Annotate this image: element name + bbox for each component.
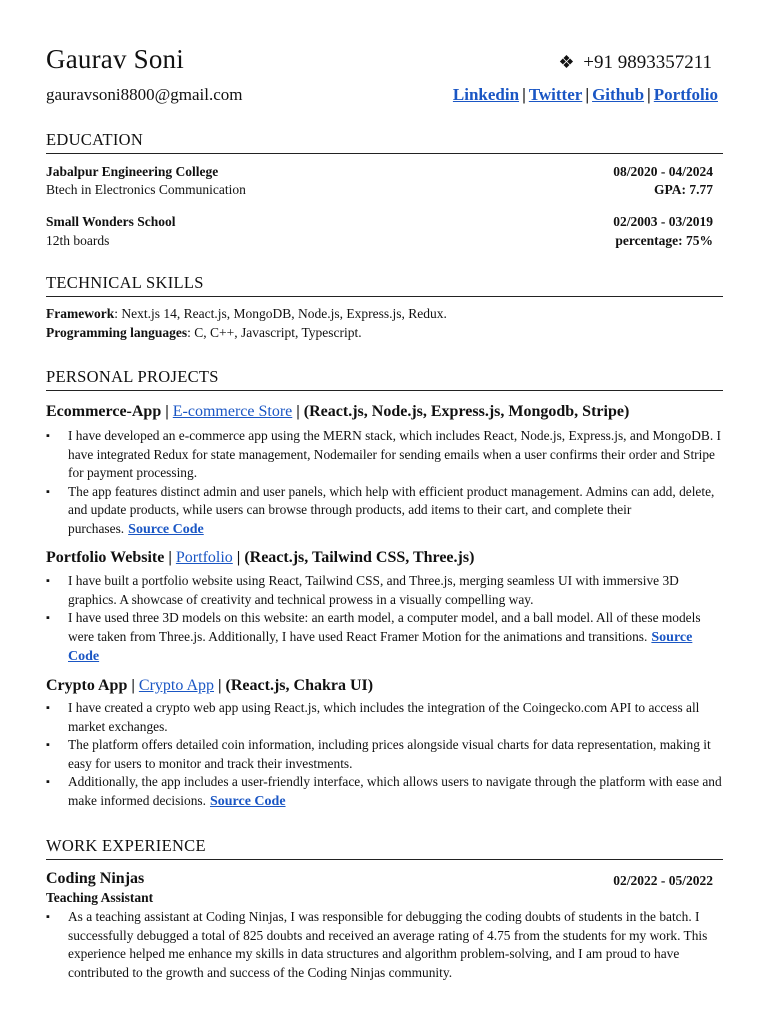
phone-number: +91 9893357211 (583, 52, 712, 73)
list-item: ▪ I have built a portfolio website using React, Tailwind CSS, and Three.js, merging seamless UI with immersive 3D graphics. A showcase of creativity and technical prowess in a visually compelling way. (46, 572, 726, 609)
twitter-link[interactable]: Twitter (528, 85, 583, 104)
profile-links: Linkedin | Twitter | Github | Portfolio (452, 85, 718, 104)
portfolio-link[interactable]: Portfolio (653, 85, 718, 104)
education-entry-1 (46, 164, 713, 180)
languages-list: : C, C++, Javascript, Typescript. (187, 325, 362, 340)
project-bullets-ecommerce (46, 427, 726, 539)
project-title-ecommerce: Ecommerce-App | E-commerce Store | (React.js, Node.js, Express.js, Mongodb, Stripe) (46, 403, 630, 420)
work-bullets (46, 908, 726, 982)
gpa: GPA: 7.77 (654, 182, 713, 197)
projects-heading: PERSONAL PROJECTS (46, 367, 723, 391)
list-item: ▪ As a teaching assistant at Coding Ninjas, I was responsible for debugging the coding doubts of students in the batch. I successfully debugged a total of 825 doubts and received an average rating of 4.75 from the students for my work. This experience helped me enhance my skills in data structures and algorithm problem-solving, and I am proud to have contributed to the growth and success of the Coding Ninjas community. (46, 908, 726, 982)
company-name: Coding Ninjas (46, 870, 145, 887)
diamond-icon: ❖ (558, 52, 575, 72)
education-entry-1-detail (46, 182, 713, 198)
project-stack: (React.js, Chakra UI) (225, 677, 374, 694)
degree: Btech in Electronics Communication (46, 182, 246, 197)
job-role: Teaching Assistant (46, 890, 154, 905)
project-stack: (React.js, Tailwind CSS, Three.js) (244, 549, 475, 566)
school-dates: 08/2020 - 04/2024 (613, 164, 713, 179)
job-dates: 02/2022 - 05/2022 (613, 873, 713, 888)
language-skills (46, 325, 362, 341)
project-bullets-portfolio (46, 572, 726, 667)
project-bullets-crypto (46, 699, 726, 811)
project-title-portfolio: Portfolio Website | Portfolio | (React.js, Tailwind CSS, Three.js) (46, 549, 475, 566)
project-title-crypto: Crypto App | Crypto App | (React.js, Chakra UI) (46, 677, 374, 694)
list-item: ▪ The platform offers detailed coin information, including prices alongside visual charts for data representation, making it easy for users to monitor and track their investments. (46, 736, 726, 773)
list-item: ▪ Additionally, the app includes a user-friendly interface, which allows users to navigate through the platform with ease and make informed decisions. Source Code (46, 773, 726, 811)
skills-heading: TECHNICAL SKILLS (46, 273, 723, 297)
phone-contact (558, 52, 712, 74)
education-heading: EDUCATION (46, 130, 723, 154)
list-item: ▪ The app features distinct admin and user panels, which help with efficient product management. Admins can add, delete, and update products, while users can browse through products, add items to their cart, and complete their purchases. Source Code (46, 483, 726, 540)
project-link[interactable]: E-commerce Store (172, 403, 293, 420)
framework-skills (46, 306, 447, 322)
project-stack: (React.js, Node.js, Express.js, Mongodb, Stripe) (303, 403, 630, 420)
work-heading: WORK EXPERIENCE (46, 836, 723, 860)
github-link[interactable]: Github (592, 85, 645, 104)
source-code-link[interactable]: Source Code (68, 629, 693, 664)
school-name: Jabalpur Engineering College (46, 164, 219, 179)
project-link[interactable]: Portfolio (175, 549, 233, 566)
school-dates: 02/2003 - 03/2019 (613, 214, 713, 229)
list-item: ▪ I have used three 3D models on this website: an earth model, a computer model, and a ball model. All of these models were taken from Three.js. Additionally, I have used React Framer Motion for the animations and transitions. Source Code (46, 609, 726, 667)
degree: 12th boards (46, 233, 110, 248)
list-item: ▪ I have developed an e-commerce app using the MERN stack, which includes React, Node.js, Express.js, and MongoDB. I have integrated Redux for state management, Nodemailer for sending emails when a user confirms their order and Stripe for payment processing. (46, 427, 726, 483)
project-name: Ecommerce-App (46, 403, 162, 420)
candidate-name: Gaurav Soni (46, 44, 184, 74)
list-item: ▪ I have created a crypto web app using React.js, which includes the integration of the Coingecko.com API to access all market exchanges. (46, 699, 726, 736)
email-address: gauravsoni8800@gmail.com (46, 85, 243, 104)
project-link[interactable]: Crypto App (138, 677, 215, 694)
linkedin-link[interactable]: Linkedin (452, 85, 520, 104)
education-entry-2 (46, 214, 713, 230)
school-name: Small Wonders School (46, 214, 176, 229)
project-name: Crypto App (46, 677, 128, 694)
percentage: percentage: 75% (615, 233, 713, 248)
languages-label: Programming languages (46, 325, 188, 340)
education-entry-2-detail (46, 233, 713, 249)
source-code-link[interactable]: Source Code (128, 521, 204, 537)
source-code-link[interactable]: Source Code (209, 793, 286, 809)
framework-list: : Next.js 14, React.js, MongoDB, Node.js, Express.js, Redux. (114, 306, 447, 321)
framework-label: Framework (46, 306, 115, 321)
project-name: Portfolio Website (46, 549, 165, 566)
